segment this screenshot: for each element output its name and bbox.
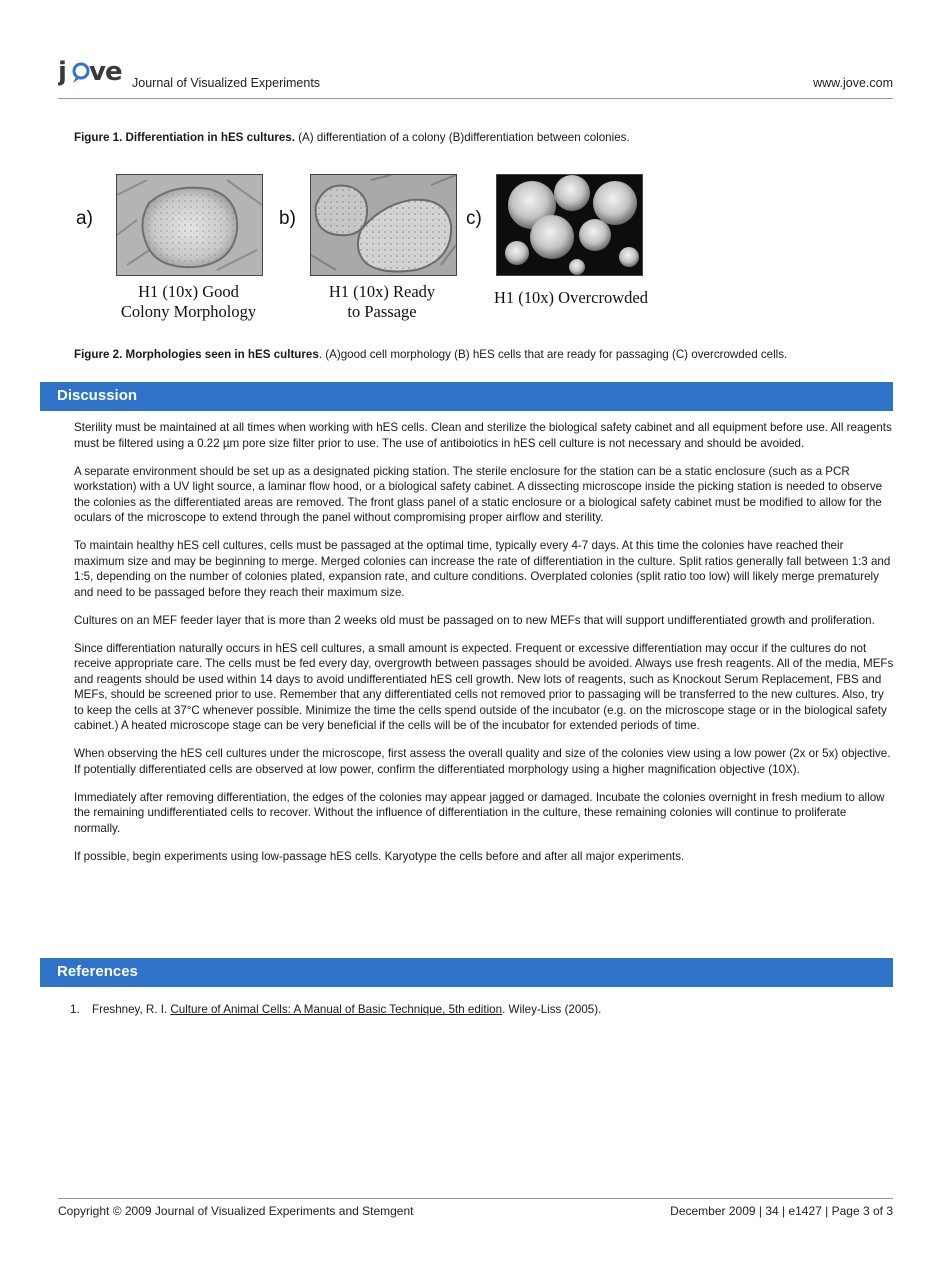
panel-b-label-line2: to Passage: [347, 302, 417, 321]
figure1-text: (A) differentiation of a colony (B)differentiation between colonies.: [294, 131, 630, 144]
panel-a-label-line2: Colony Morphology: [120, 302, 257, 321]
page-footer: [58, 1198, 893, 1218]
discussion-paragraph: Sterility must be maintained at all times when working with hES cells. Clean and sterilize the biological safety cabinet and all equipment before use. All reagents must be filtered using a 0.22 µm pore size filter prior to use. The use of antiboiotics in hES cell culture is not necessary and should be avoided.: [74, 421, 892, 450]
reference-title-link[interactable]: Culture of Animal Cells: A Manual of Basic Technique, 5th edition: [170, 1003, 503, 1016]
micrograph-b: [310, 174, 457, 276]
panel-b-label-line1: H1 (10x) Ready: [328, 282, 436, 301]
discussion-paragraph: Immediately after removing differentiation, the edges of the colonies may appear jagged or damaged. Incubate the colonies overnight in fresh medium to allow the remaining undifferentiated cells to recover. Without the influence of differentiation in the culture, these remaining colonies will continue to proliferate normally.: [74, 790, 885, 835]
discussion-paragraph: Since differentiation naturally occurs in hES cell cultures, a small amount is expected. Frequent or excessive differentiation may occur if the cultures do not receive appropriate care. The cells must be fed every day, overgrowth between passages should be avoided. Always use fresh reagents. All of the media, MEFs and reagents should be used within 14 days to avoid undifferentiated hES cell growth. New lots of reagents, such as Knockout Serum Replacement, FBS and MEFs, should be screened prior to use. Remember that any differentiated cells not removed prior to passaging will be transferred to the new cultures. Also, try to keep the cells at 37°C whenever possible. Minimize the time the cells spend outside of the incubator (e.g. on the microscope stage or in the biological safety cabinet.) A heated microscope stage can be very beneficial if the cells will be of the incubator for extended periods of time.: [74, 641, 894, 732]
discussion-paragraph: A separate environment should be set up as a designated picking station. The sterile enclosure for the station can be a static enclosure (such as a PCR workstation) with a UV light source, a laminar flow hood, or a biological safety cabinet. A dissecting microscope inside the picking station is needed to observe the colonies as the differentiated areas are removed. The front glass panel of a static enclosure or a biological safety cabinet must be modified to allow for the oculars of the microscope to extend through the panel without compromising proper airflow and sterility.: [74, 464, 883, 524]
figure2-caption: [74, 347, 894, 362]
panel-a-label-line1: H1 (10x) Good: [138, 282, 239, 301]
discussion-paragraph: When observing the hES cell cultures under the microscope, first assess the overall quality and size of the colonies view using a low power (2x or 5x) objective. If potentially differentiated cells are observed at low power, confirm the differentiated morphology using a higher magnification objective (10X).: [74, 747, 891, 776]
micrograph-c: [496, 174, 643, 276]
reference-authors: Freshney, R. I.: [92, 1003, 171, 1016]
reference-list: [70, 1002, 890, 1018]
svg-text:j: j: [58, 58, 66, 87]
panel-a-label: [96, 282, 281, 322]
figure2-label: Figure 2. Morphologies seen in hES cultures: [74, 348, 319, 361]
panel-b-label: [302, 282, 462, 322]
page-header: [58, 58, 893, 99]
reference-item: [70, 1002, 890, 1018]
panel-c-label-line1: H1 (10x) Overcrowded: [494, 288, 648, 307]
panel-c-letter: c): [466, 208, 482, 229]
panel-a-letter: a): [76, 208, 93, 229]
micrograph-a: [116, 174, 263, 276]
references-title: References: [57, 963, 138, 980]
figure2-image: [70, 168, 670, 328]
site-url[interactable]: www.jove.com: [813, 76, 893, 90]
footer-copyright: Copyright © 2009 Journal of Visualized Experiments and Stemgent: [58, 1204, 414, 1218]
discussion-title: Discussion: [57, 387, 138, 404]
figure2-text: . (A)good cell morphology (B) hES cells that are ready for passaging (C) overcrowded cells.: [318, 348, 788, 361]
discussion-header: [40, 382, 893, 411]
panel-b-letter: b): [279, 208, 296, 229]
journal-name: Journal of Visualized Experiments: [132, 76, 321, 90]
figure1-label: Figure 1. Differentiation in hES cultures.: [74, 131, 295, 144]
jove-logo[interactable]: [58, 58, 128, 94]
discussion-paragraph: To maintain healthy hES cell cultures, cells must be passaged at the optimal time, typically every 4-7 days. At this time the colonies have reached their maximum size and may be beginning to merge. Merged colonies can increase the rate of differentiation in the culture. Split ratios generally fall between 1:3 and 1:5, depending on the number of colonies plated, expansion rate, and culture conditions. Overplated colonies (split ratio too low) will likely merge prematurely and need to be passaged before they reach their maximum size.: [74, 539, 891, 599]
panel-c-label: [476, 288, 666, 308]
discussion-body: [74, 420, 894, 877]
discussion-paragraph: If possible, begin experiments using low-passage hES cells. Karyotype the cells before and after all major experiments.: [74, 849, 685, 863]
reference-publisher: . Wiley-Liss (2005).: [502, 1003, 602, 1016]
reference-number: 1.: [70, 1003, 80, 1016]
footer-citation: December 2009 | 34 | e1427 | Page 3 of 3: [670, 1204, 893, 1218]
references-header: [40, 958, 893, 987]
figure1-caption: [74, 130, 894, 145]
discussion-paragraph: Cultures on an MEF feeder layer that is more than 2 weeks old must be passaged on to new MEFs that will support undifferentiated growth and proliferation.: [74, 613, 875, 627]
svg-text:ve: ve: [89, 58, 122, 87]
